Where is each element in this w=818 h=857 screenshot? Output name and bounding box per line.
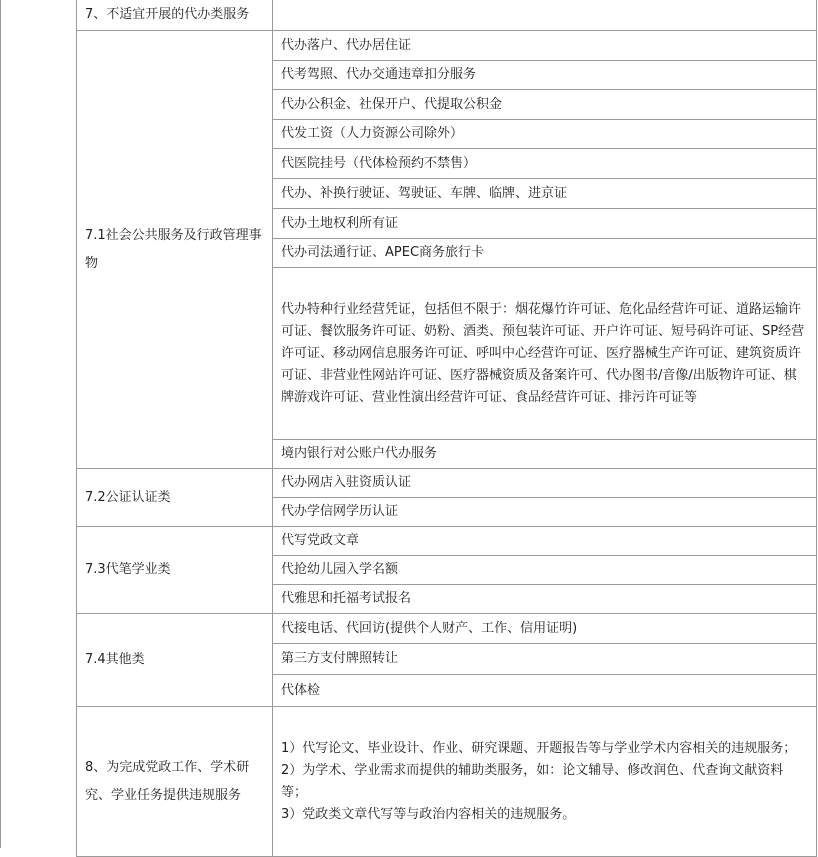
item-cell: 代办学信网学历认证 [273,498,817,527]
item-cell: 代办落户、代办居住证 [273,31,817,61]
item-cell: 代雅思和托福考试报名 [273,585,817,614]
table-row [77,707,817,857]
item-cell: 代办、补换行驶证、驾驶证、车牌、临牌、进京证 [273,179,817,209]
item-cell [273,0,817,31]
item-cell: 代办司法通行证、APEC商务旅行卡 [273,239,817,268]
table-row [77,527,817,556]
prohibited-services-table [76,0,817,857]
rule-line: 1）代写论文、毕业设计、作业、研究课题、开题报告等与学业学术内容相关的违规服务； [281,740,797,756]
item-cell: 代接电话、代回访(提供个人财产、工作、信用证明) [273,614,817,644]
item-cell: 代办特种行业经营凭证，包括但不限于：烟花爆竹许可证、危化品经营许可证、道路运输许可证、餐饮服务许可证、奶粉、酒类、预包装许可证、开户许可证、短号码许可证、SP经营许可证、移动网信息服务许可证、呼叫中心经营许可证、医疗器械生产许可证、建筑资质许可证、非营业性网站许可证、医疗器械资质及备案许可、代办图书/音像/出版物许可证、棋牌游戏许可证、营业性演出经营许可证、食品经营许可证、排污许可证等 [273,268,817,440]
item-cell [273,707,817,857]
category-cell: 7.2公证认证类 [77,469,273,527]
item-cell: 代考驾照、代办交通违章扣分服务 [273,61,817,90]
item-cell: 第三方支付牌照转让 [273,644,817,675]
item-cell: 代办网店入驻资质认证 [273,469,817,498]
category-label: 7.1社会公共服务及行政管理事物 [85,227,262,271]
rule-line: 2）为学术、学业需求而提供的辅助类服务，如：论文辅导、修改润色、代查询文献资料等； [281,762,784,800]
item-cell: 代体检 [273,675,817,707]
item-cell: 代办土地权利所有证 [273,209,817,239]
left-border-line [0,0,1,848]
item-cell: 代医院挂号（代体检预约不禁售） [273,149,817,179]
category-label: 8、为完成党政工作、学术研究、学业任务提供违规服务 [85,759,250,803]
category-cell [77,31,273,469]
category-cell: 7.3代笔学业类 [77,527,273,614]
category-cell: 7、不适宜开展的代办类服务 [77,0,273,31]
table-row [77,614,817,644]
category-cell: 7.4其他类 [77,614,273,707]
rule-line: 3）党政类文章代写等与政治内容相关的违规服务。 [281,806,576,822]
table-row [77,469,817,498]
item-cell: 代办公积金、社保开户、代提取公积金 [273,90,817,120]
category-cell [77,707,273,857]
table-row [77,31,817,61]
table-row [77,0,817,31]
item-cell: 代抢幼儿园入学名额 [273,556,817,585]
item-cell: 境内银行对公账户代办服务 [273,440,817,469]
item-cell: 代写党政文章 [273,527,817,556]
item-cell: 代发工资（人力资源公司除外） [273,120,817,149]
